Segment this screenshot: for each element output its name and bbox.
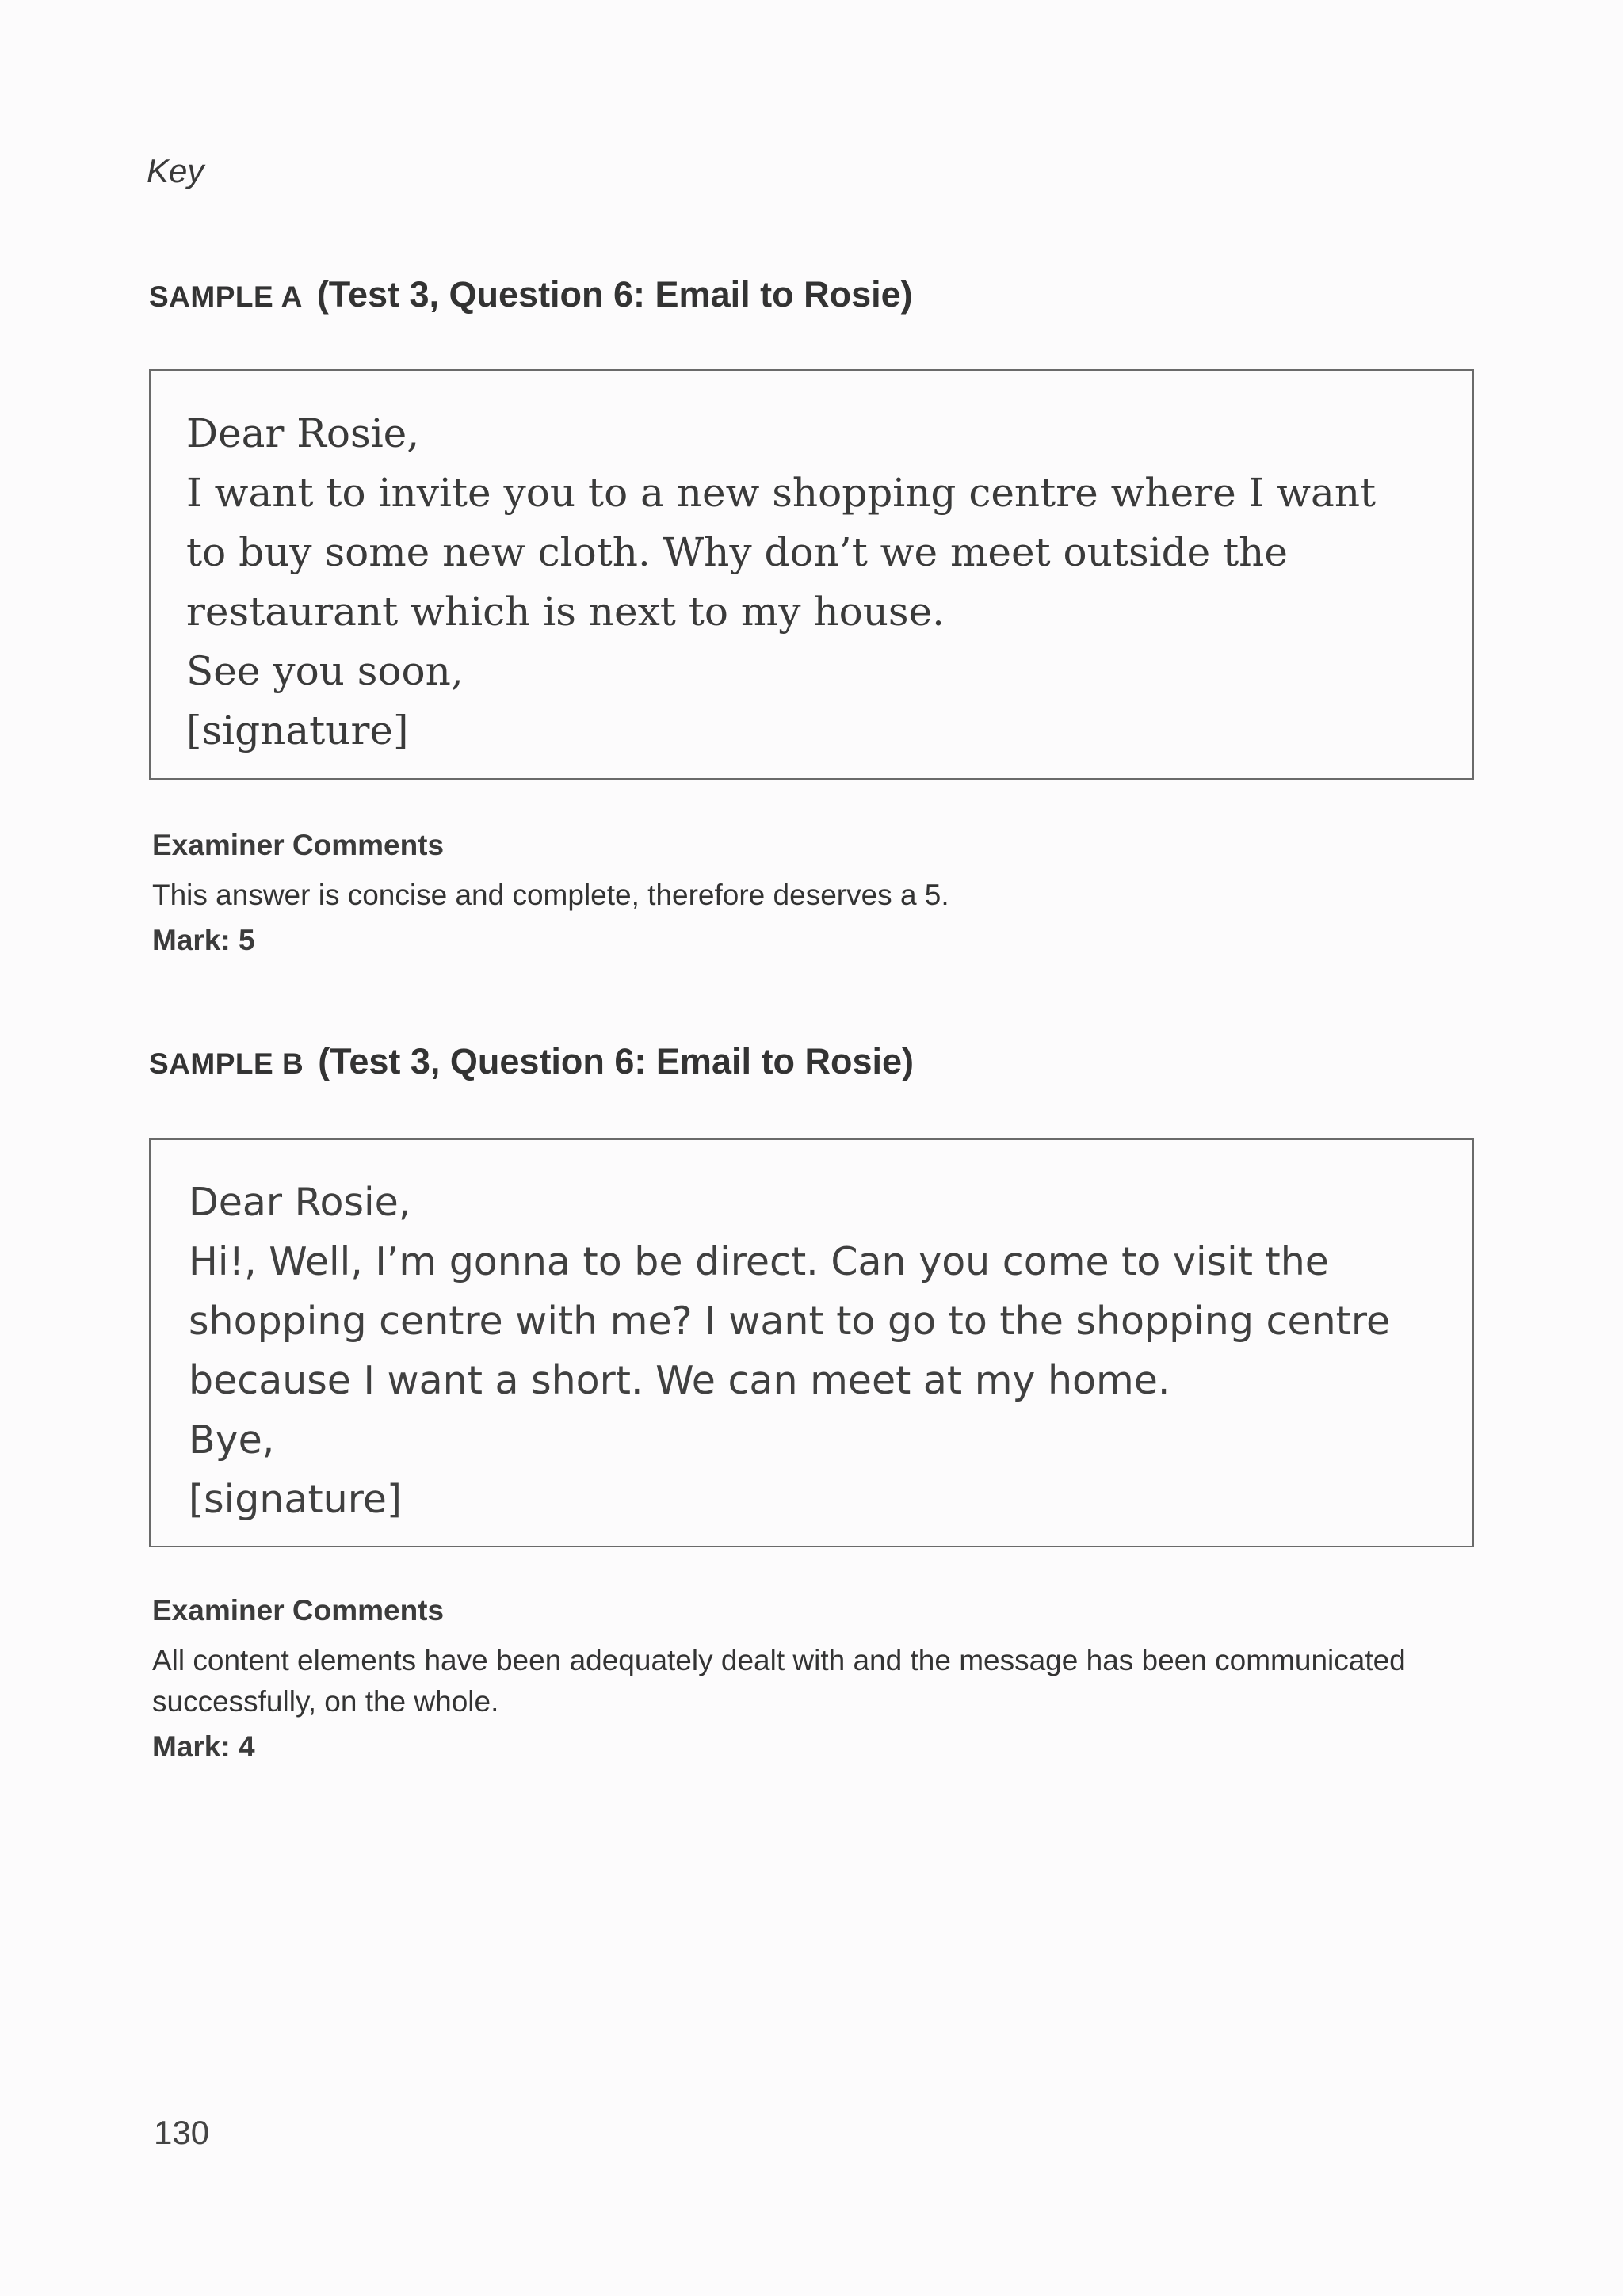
sample-a-subtitle: (Test 3, Question 6: Email to Rosie)	[316, 274, 913, 315]
sample-b-subtitle: (Test 3, Question 6: Email to Rosie)	[318, 1041, 914, 1081]
sample-a-email-text	[186, 404, 1376, 761]
mark: Mark: 5	[152, 924, 255, 956]
email-line: [signature]	[189, 1477, 403, 1522]
mark: Mark: 4	[152, 1730, 255, 1763]
sample-b-email-text	[189, 1173, 1390, 1529]
email-line: I want to invite you to a new shopping centre where I want	[186, 470, 1377, 516]
email-line: shopping centre with me? I want to go to the shopping centre	[189, 1299, 1391, 1344]
comments-text: All content elements have been adequately dealt with and the message has been communicated successfully, on the whole.	[152, 1644, 1406, 1718]
email-line: Hi!, Well, I’m gonna to be direct. Can you come to visit the	[189, 1239, 1329, 1284]
sample-b-heading	[149, 1041, 914, 1082]
email-line: Dear Rosie,	[186, 410, 420, 456]
email-line: Dear Rosie,	[189, 1180, 411, 1225]
email-line: to buy some new cloth. Why don’t we meet outside the	[186, 529, 1288, 575]
email-line: [signature]	[186, 707, 409, 753]
comments-heading: Examiner Comments	[152, 829, 445, 861]
sample-b-label: SAMPLE B	[149, 1047, 304, 1080]
email-line: restaurant which is next to my house.	[186, 589, 945, 635]
sample-a-examiner-comments	[152, 829, 1484, 957]
comments-heading: Examiner Comments	[152, 1594, 445, 1627]
page-number: 130	[154, 2114, 210, 2151]
sample-a-heading	[149, 274, 913, 315]
sample-b-examiner-comments	[152, 1594, 1484, 1764]
page-header: Key	[147, 152, 204, 189]
sample-a-label: SAMPLE A	[149, 280, 303, 313]
comments-text: This answer is concise and complete, therefore deserves a 5.	[152, 879, 949, 911]
email-line: because I want a short. We can meet at my home.	[189, 1358, 1170, 1403]
email-line: See you soon,	[186, 648, 464, 694]
email-line: Bye,	[189, 1417, 275, 1463]
